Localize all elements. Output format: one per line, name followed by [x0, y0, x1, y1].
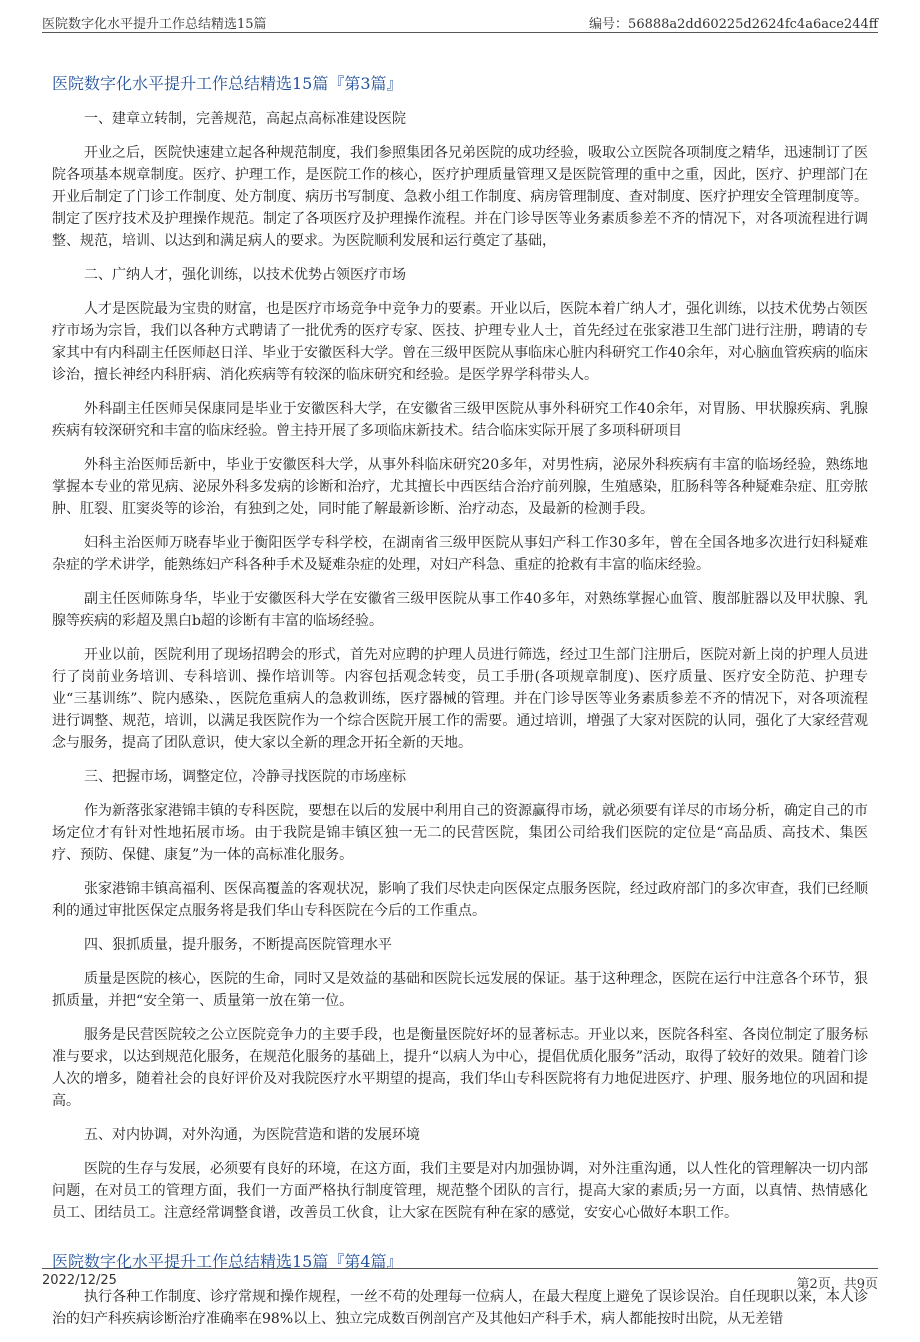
page-header [42, 8, 878, 33]
section-title: 医院数字化水平提升工作总结精选15篇『第3篇』 [52, 74, 403, 93]
section-title: 医院数字化水平提升工作总结精选15篇『第4篇』 [52, 1252, 403, 1271]
document-body [52, 72, 868, 1342]
header-doc-title: 医院数字化水平提升工作总结精选15篇 [42, 17, 267, 32]
subheading: 二、广纳人才，强化训练，以技术优势占领医疗市场 [84, 267, 406, 283]
paragraph: 外科副主任医师吴保康同是毕业于安徽医科大学，在安徽省三级甲医院从事外科研究工作40余年，对胃肠、甲状腺疾病、乳腺疾病有较深研究和丰富的临床经验。曾主持开展了多项临床新技术。结合临床实际开展了多项科研项目 [52, 401, 868, 439]
paragraph: 医院的生存与发展，必须要有良好的环境，在这方面，我们主要是对内加强协调，对外注重沟通，以人性化的管理解决一切内部问题，在对员工的管理方面，我们一方面严格执行制度管理，规范整个团队的言行，提高大家的素质;另一方面，以真情、热情感化员工、团结员工。注意经常调整食谱，改善员工伙食，让大家在医院有种在家的感觉，安安心心做好本职工作。 [52, 1161, 868, 1221]
page-footer [42, 1268, 878, 1293]
header-doc-number: 编号：56888a2dd60225d2624fc4a6ace244ff [589, 17, 878, 32]
paragraph: 作为新落张家港锦丰镇的专科医院，要想在以后的发展中利用自己的资源赢得市场，就必须要有详尽的市场分析，确定自己的市场定位才有针对性地拓展市场。由于我院是锦丰镇区独一无二的民营医院，集团公司给我们医院的定位是“高品质、高技术、集医疗、预防、保健、康复”为一体的高标准化服务。 [52, 803, 868, 863]
subheading: 四、狠抓质量，提升服务，不断提高医院管理水平 [84, 937, 392, 953]
footer-page-number: 第2页，共9页 [796, 1277, 878, 1292]
subheading: 一、建章立转制，完善规范，高起点高标准建设医院 [84, 111, 406, 127]
paragraph: 质量是医院的核心，医院的生命，同时又是效益的基础和医院长远发展的保证。基于这种理念，医院在运行中注意各个环节，狠抓质量，并把“安全第一、质量第一放在第一位。 [52, 971, 868, 1009]
paragraph: 张家港锦丰镇高福利、医保高覆盖的客观状况，影响了我们尽快走向医保定点服务医院，经过政府部门的多次审查，我们已经顺利的通过审批医保定点服务将是我们华山专科医院在今后的工作重点。 [52, 881, 868, 919]
footer-date: 2022/12/25 [42, 1273, 117, 1288]
paragraph: 开业以前，医院利用了现场招聘会的形式，首先对应聘的护理人员进行筛选，经过卫生部门注册后，医院对新上岗的护理人员进行了岗前业务培训、专科培训、操作培训等。内容包括观念转变，员工手册(各项规章制度)、医疗质量、医疗安全防范、护理专业“三基训练”、院内感染、，医院危重病人的急救训练，医疗器械的管理。并在门诊导医等业务素质参差不齐的情况下，对各项流程进行调整、规范，培训，以满足我医院作为一个综合医院开展工作的需要。通过培训，增强了大家对医院的认同，强化了大家经营观念与服务，提高了团队意识，使大家以全新的理念开拓全新的天地。 [52, 647, 868, 751]
section-3-blocks [52, 108, 868, 1224]
paragraph: 执行各种工作制度、诊疗常规和操作规程，一丝不苟的处理每一位病人，在最大程度上避免了误诊误治。自任现职以来，本人诊治的妇产科疾病诊断治疗准确率在98%以上、独立完成数百例剖宫产及其他妇产科手术，病人都能按时出院，从无差错 [52, 1289, 868, 1327]
section-3 [52, 72, 868, 1224]
paragraph: 妇科主治医师万晓春毕业于衡阳医学专科学校，在湖南省三级甲医院从事妇产科工作30多年，曾在全国各地多次进行妇科疑难杂症的学术讲学，能熟练妇产科各种手术及疑难杂症的处理，对妇产科急、重症的抢救有丰富的临床经验。 [52, 535, 868, 573]
paragraph: 服务是民营医院较之公立医院竞争力的主要手段，也是衡量医院好坏的显著标志。开业以来，医院各科室、各岗位制定了服务标准与要求，以达到规范化服务，在规范化服务的基础上，提升“以病人为中心，提倡优质化服务”活动，取得了较好的效果。随着门诊人次的增多，随着社会的良好评价及对我院医疗水平期望的提高，我们华山专科医院将有力地促进医疗、护理、服务地位的巩固和提高。 [52, 1027, 868, 1109]
paragraph: 开业之后，医院快速建立起各种规范制度，我们参照集团各兄弟医院的成功经验，吸取公立医院各项制度之精华，迅速制订了医院各项基本规章制度。医疗、护理工作，是医院工作的核心，医疗护理质量管理又是医院管理的重中之重，因此，医疗、护理部门在开业后制定了门诊工作制度、处方制度、病历书写制度、急救小组工作制度、病房管理制度、查对制度、医疗护理安全管理制度等。制定了医疗技术及护理操作规范。制定了各项医疗及护理操作流程。并在门诊导医等业务素质参差不齐的情况下，对各项流程进行调整、规范，培训、以达到和满足病人的要求。为医院顺利发展和运行奠定了基础， [52, 145, 868, 249]
paragraph: 人才是医院最为宝贵的财富，也是医疗市场竞争中竞争力的要素。开业以后，医院本着广纳人才，强化训练，以技术优势占领医疗市场为宗旨，我们以各种方式聘请了一批优秀的医疗专家、医技、护理专业人士，首先经过在张家港卫生部门进行注册，聘请的专家其中有内科副主任医师赵日洋、毕业于安徽医科大学。曾在三级甲医院从事临床心脏内科研究工作40余年，对心脑血管疾病的临床诊治，擅长神经内科肝病、消化疾病等有较深的临床研究和经验。是医学界学科带头人。 [52, 301, 868, 383]
paragraph: 副主任医师陈身华，毕业于安徽医科大学在安徽省三级甲医院从事工作40多年，对熟练掌握心血管、腹部脏器以及甲状腺、乳腺等疾病的彩超及黑白b超的诊断有丰富的临场经验。 [52, 591, 868, 629]
subheading: 五、对内协调，对外沟通，为医院营造和谐的发展环境 [84, 1127, 420, 1143]
paragraph: 外科主治医师岳新中，毕业于安徽医科大学，从事外科临床研究20多年，对男性病，泌尿外科疾病有丰富的临场经验，熟练地掌握本专业的常见病、泌尿外科多发病的诊断和治疗，尤其擅长中西医结合治疗前列腺，生殖感染，肛肠科等各种疑难杂症、肛旁脓肿、肛裂、肛窦炎等的诊治，有独到之处，同时能了解最新诊断、治疗动态，及最新的检测手段。 [52, 457, 868, 517]
subheading: 三、把握市场，调整定位，冷静寻找医院的市场座标 [84, 769, 406, 785]
